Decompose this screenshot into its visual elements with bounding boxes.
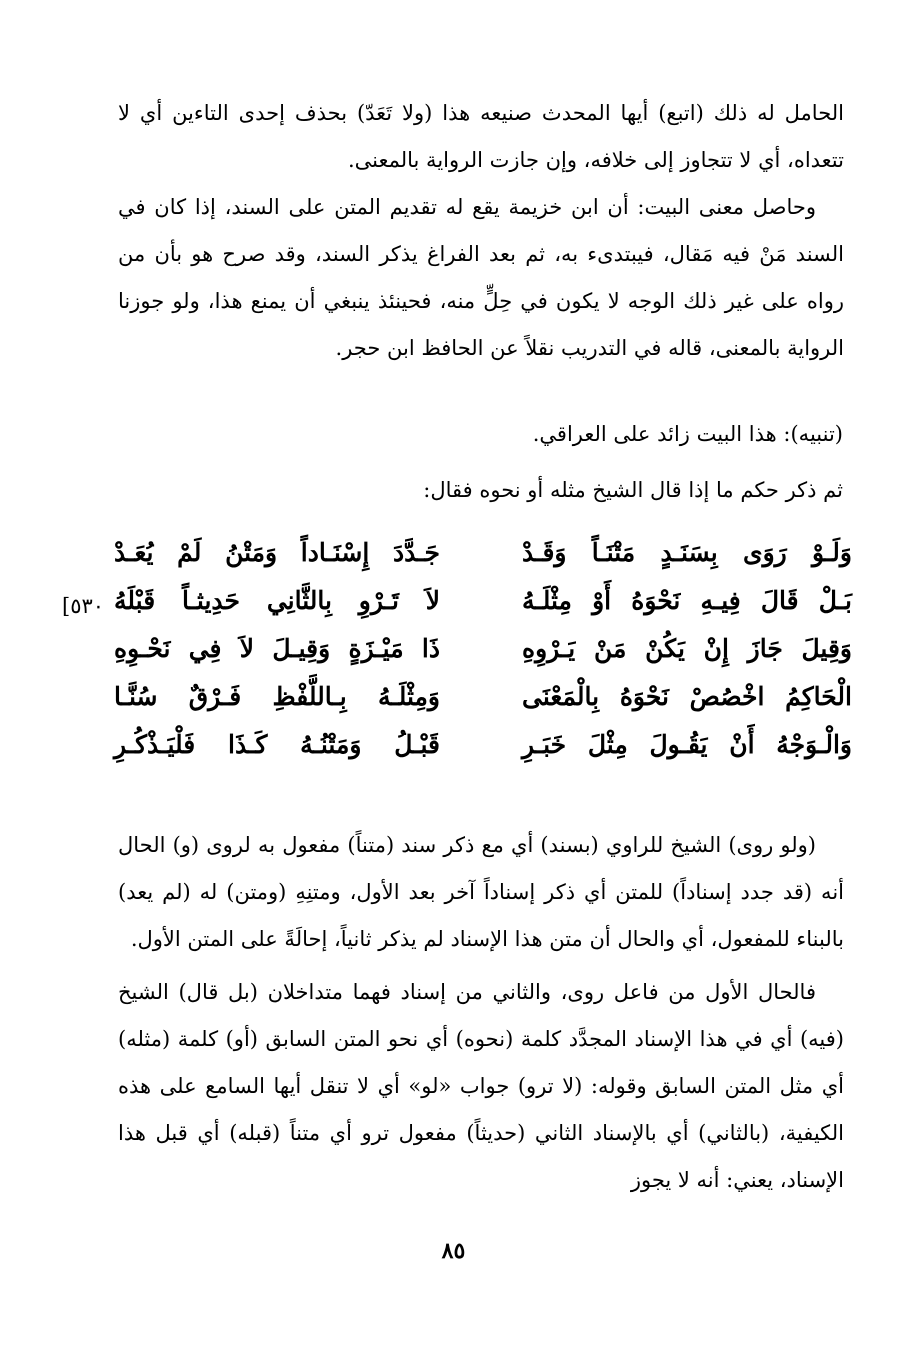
verse-first-hemistich: بَـلْ قَالَ فِيـهِ نَحْوَهُ أَوْ مِثْلَـهُ [522,586,852,615]
verse-first-hemistich: الْحَاكِمُ اخْصُصْ نَحْوَهُ بِالْمَعْنَى [522,682,852,711]
verse-second-hemistich: قَبْـلُ وَمَتْنُـهُ كَـذَا فَلْيَـذْكُـرِ [114,730,440,759]
top-text-block [118,90,844,372]
verse-first-hemistich: وَالْـوَجْهُ أَنْ يَقُـولَ مِثْلَ خَبَـرِ [522,730,852,759]
verse-second-hemistich: لاَ تَـرْوِ بِالثَّانِي حَدِيثـاً قَبْلَهُ [114,586,440,615]
verse-second-hemistich: جَـدَّدَ إِسْنَـاداً وَمَتْنُ لَمْ يُعَـدْ [114,538,440,567]
verse-row [112,682,852,730]
verse-row [112,634,852,682]
verse-first-hemistich: وَلَـوْ رَوَى بِسَنَـدٍ مَتْنَـاً وَقَـدْ [522,538,852,567]
verse-number: [٥٣٠ [62,594,105,618]
paragraph-1: الحامل له ذلك (اتبع) أيها المحدث صنيعه هذا (ولا تَعَدّ) بحذف إحدى التاءين أي لا تتعداه، أي لا تتجاوز إلى خلافه، وإن جازت الرواية بالمعنى. [118,101,844,172]
verse-second-hemistich: وَمِثْلَـهُ بِـاللَّفْظِ فَـرْقٌ سُنَّـا [114,682,440,711]
note-line: (تنبيه): هذا البيت زائد على العراقي. [532,422,843,446]
verse-block [62,538,852,778]
verse-second-hemistich: ذَا مَيْـزَةٍ وَقِيـلَ لاَ فِي نَحْـوِهِ [114,634,440,663]
intro-line: ثم ذكر حكم ما إذا قال الشيخ مثله أو نحوه فقال: [423,478,843,502]
bottom-text-block [118,822,844,1204]
paragraph-3: (ولو روى) الشيخ للراوي (بسند) أي مع ذكر سند (متناً) مفعول به لروى (و) الحال أنه (قد جدد إسناداً) للمتن أي ذكر إسناداً آخر بعد الأول، ومتنِهِ (ومتن) له (لم يعد) بالبناء للمفعول، أي والحال أن متن هذا الإسناد لم يذكر ثانياً، إحالَةً على المتن الأول. [118,833,844,951]
paragraph-2: وحاصل معنى البيت: أن ابن خزيمة يقع له تقديم المتن على السند، إذا كان في السند مَنْ فيه مَقال، فيبتدىء به، ثم بعد الفراغ يذكر السند، وقد صرح هو بأن من رواه على غير ذلك الوجه لا يكون في حِلٍّ منه، فحينئذ ينبغي أن يمنع هذا، ولو جوزنا الرواية بالمعنى، قاله في التدريب نقلاً عن الحافظ ابن حجر. [118,195,845,360]
paragraph-4: فالحال الأول من فاعل روى، والثاني من إسناد فهما متداخلان (بل قال) الشيخ (فيه) أي في هذا الإسناد المجدَّد كلمة (نحوه) أي نحو المتن السابق (أو) كلمة (مثله) أي مثل المتن السابق وقوله: (لا ترو) جواب «لو» أي لا تنقل أيها السامع على هذه الكيفية، (بالثاني) أي بالإسناد الثاني (حديثاً) مفعول ترو أي متناً (قبله) أي قبل هذا الإسناد، يعني: أنه لا يجوز [118,980,844,1192]
verse-first-hemistich: وَقِيلَ جَازَ إِنْ يَكُنْ مَنْ يَـرْوِهِ [522,634,852,663]
page-number: ٨٥ [441,1238,466,1264]
verse-row [112,538,852,586]
verse-row [112,730,852,778]
verse-row [112,586,852,634]
